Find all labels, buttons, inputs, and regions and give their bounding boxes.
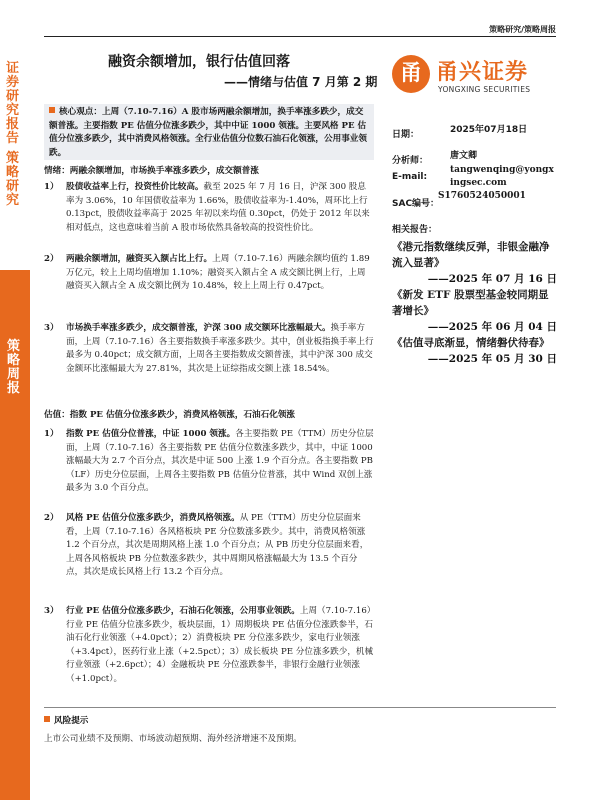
sentiment-item-2: [44, 253, 374, 294]
related-report-link[interactable]: 《估值寻底渐显，情绪磐伏待春》: [392, 337, 550, 349]
summary-content: 核心观点：上周（7.10-7.16）A 股市场两融余额增加，换手率涨多跌少，成交额普涨。主要指数 PE 估值分位涨多跌少，其中中证 1000 领涨。主要风格 PE 估值分位涨多跌少，其中消费风格领涨。全行业估值分位数石油石化领涨，公用事业领跌。: [49, 107, 367, 158]
item-lead: 市场换手率涨多跌少，成交额普涨，沪深 300 成交额环比涨幅最大。: [66, 323, 331, 333]
company-logo: [392, 53, 552, 97]
item-number: 1）: [44, 182, 59, 192]
date-value: 2025年07月18日: [450, 125, 528, 135]
item-text: 各主要指数 PE（TTM）历史分位层面，上周（7.10-7.16）各主要指数 PE 估值分位数涨多跌少，其中，中证 1000 涨幅最大为 2.7 个百分点，其次是中证 500 上涨 1.9 个百分点。各主要指数 PB（LF）历史分位层面，上周各主要指数 PB 估值分位普涨，其中 Wind 双创上涨最多为 3.0 个百分点。: [66, 429, 374, 494]
logo-glyph: 甬: [400, 61, 423, 86]
item-number: 3）: [44, 323, 59, 333]
sidebar-label-report-type: 证券研究报告: [6, 61, 20, 146]
sac-value: S1760524050001: [438, 191, 526, 201]
item-number: 2）: [44, 513, 59, 523]
related-report-date: ——2025 年 07 月 16 日: [427, 273, 557, 285]
related-reports: [392, 222, 557, 367]
summary-box: [44, 104, 374, 160]
header-divider: [44, 36, 556, 37]
sentiment-item-3: [44, 322, 374, 376]
item-lead: 两融余额增加，融资买入额占比上行。: [66, 254, 213, 264]
valuation-item-3: [44, 605, 374, 687]
sentiment-heading-text: 情绪：两融余额增加，市场换手率涨多跌少，成交额普涨: [44, 166, 259, 176]
related-report-date: ——2025 年 06 月 04 日: [427, 321, 557, 333]
related-heading: 相关报告：: [392, 225, 438, 235]
item-number: 3）: [44, 606, 59, 616]
item-text: 截至 2025 年 7 月 16 日，沪深 300 股息率为 3.06%，10 年国债收益率为 1.66%，股债收益率为-1.40%，周环比上行 0.13pct，股债收益率高于 2025 年初以来均值 0.30pct，仍处于 2012 年以来相对低点，这也意味着当前 A 股市场依然具备较高的投资性价比。: [66, 182, 370, 233]
email-row: [392, 164, 557, 188]
document-title: 融资余额增加，银行估值回落: [108, 54, 290, 70]
summary-text: [49, 106, 371, 160]
valuation-item-1: [44, 428, 374, 496]
valuation-item-2: [44, 512, 374, 580]
logo-name: 甬兴证券: [436, 60, 529, 85]
sentiment-item-1: [44, 181, 374, 235]
risk-title-text: 风险提示: [54, 716, 89, 726]
item-lead: 指数 PE 估值分位普涨，中证 1000 领涨。: [66, 429, 236, 439]
report-date: [392, 122, 557, 141]
analyst-name: 唐文卿: [450, 151, 478, 161]
item-text: 换手率方面，上周（7.10-7.16）各主要指数换手率涨多跌少。其中，创业板指换手率上行最多为 0.40pct；成交额方面，上周各主要指数成交额普涨，其中沪深 300 成交金额环比涨幅最大为 27.81%，其次是上证综指成交额上涨 18.54%。: [66, 323, 374, 374]
item-lead: 风格 PE 估值分位涨多跌少，消费风格领涨。: [66, 513, 240, 523]
sidebar-top: [0, 0, 30, 270]
item-number: 1）: [44, 429, 59, 439]
related-report-link[interactable]: 《新发 ETF 股票型基金较同期显著增长》: [392, 289, 549, 317]
item-text: 上周（7.10-7.16）行业 PE 估值分位涨多跌少，板块层面，1）周期板块 PE 估值分位涨跌参半，石油石化行业领涨（+4.0pct）；2）消费板块 PE 分位涨多跌少，家电行业领涨（+3.4pct），医药行业上涨（+2.5pct）；3）成长板块 PE 分位涨多跌少，机械行业领涨（+2.6pct）；4）金融板块 PE 分位涨跌参半，非银行金融行业领涨（+1.0pct）。: [66, 606, 374, 684]
sac-row: [392, 191, 557, 210]
sac-label: SAC编号：: [392, 199, 440, 209]
risk-divider: [44, 707, 556, 708]
item-text: 上周（7.10-7.16）两融余额均值约 1.89 万亿元，较上上周均值增加 1.10%；融资买入额占全 A 成交额比例上行，上周融资买入额占全 A 成交额比例为 10.48%，较上上周上行 0.47pct。: [66, 254, 370, 292]
item-lead: 股债收益率上行，投资性价比较高。: [66, 182, 204, 192]
logo-english-name: YONGXING SECURITIES: [438, 85, 531, 94]
date-label: 日期：: [392, 130, 420, 140]
document-subtitle: ——情绪与估值 7 月第 2 期: [224, 75, 378, 89]
analyst-label: 分析师：: [392, 156, 429, 166]
related-report-date: ——2025 年 05 月 30 日: [427, 353, 557, 365]
related-report-link[interactable]: 《港元指数继续反弹，非银金融净流入显著》: [392, 241, 550, 269]
logo-emblem-icon: [392, 55, 430, 93]
bullet-square-icon: [49, 107, 55, 113]
item-text: 从 PE（TTM）历史分位层面来看，上周（7.10-7.16）各风格板块 PE 分位数涨多跌少。其中，消费风格领涨 1.2 个百分点，其次是周期风格上涨 1.0 个百分点；从 PB 历史分位层面来看，上周各风格板块 PB 分位数涨多跌少，其中周期风格涨幅最大为 13.5 个百分点，其次是成长风格上行 13.2 个百分点。: [66, 513, 369, 578]
bullet-square-icon: [44, 716, 50, 722]
valuation-heading: [44, 409, 374, 423]
item-lead: 行业 PE 估值分位涨多跌少，石油石化领涨，公用事业领跌。: [66, 606, 300, 616]
valuation-heading-text: 估值：指数 PE 估值分位涨多跌少，消费风格领涨，石油石化领涨: [44, 410, 296, 420]
sentiment-heading: [44, 165, 374, 179]
risk-heading: [44, 714, 88, 726]
item-number: 2）: [44, 254, 59, 264]
risk-text: 上市公司业绩不及预期、市场波动超预期、海外经济增速不及预期。: [44, 734, 302, 744]
header-tag: 策略研究/策略周报: [489, 25, 556, 34]
sidebar-orange-block: [0, 270, 30, 800]
email-link[interactable]: tangwenqing@yongxingsec.com: [450, 165, 554, 188]
sidebar-label-category: 策略研究: [6, 151, 20, 208]
email-label: E-mail:: [392, 172, 428, 182]
sidebar-label-weekly: 策略周报: [7, 339, 21, 396]
